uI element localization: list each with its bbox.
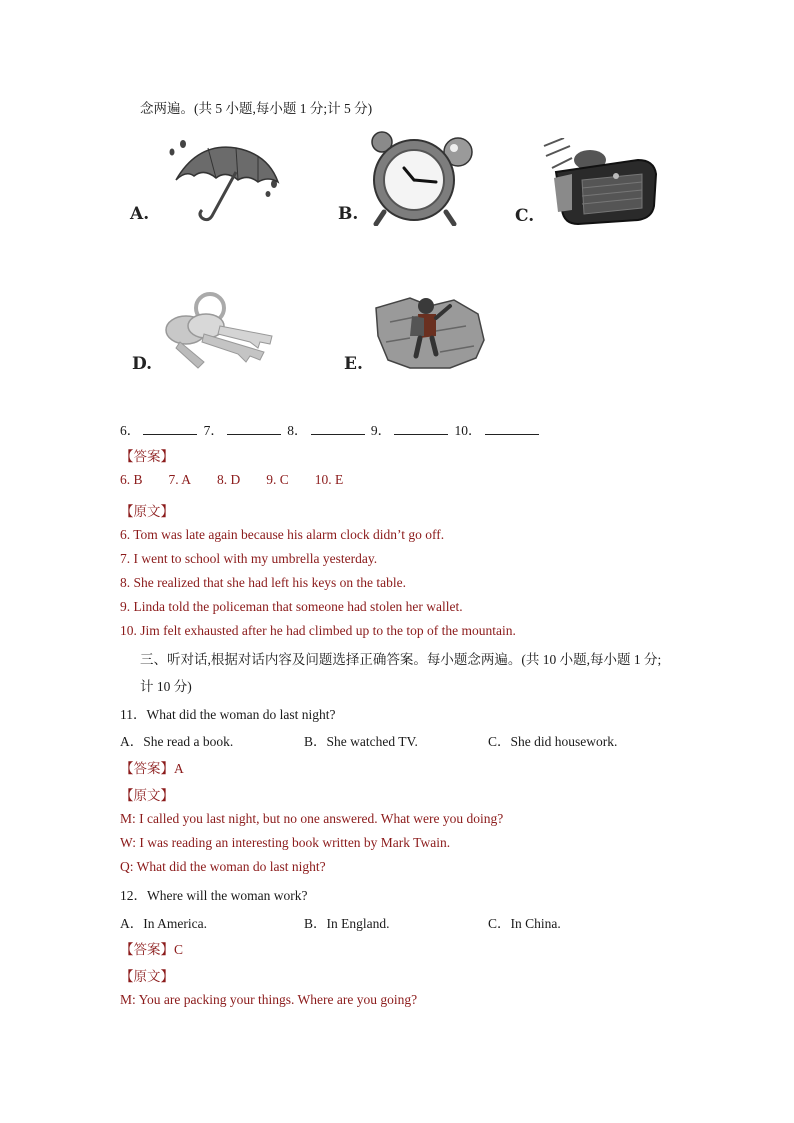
answer-tag: 【答案】 [120,449,174,464]
blank-8[interactable] [311,422,365,435]
script-line: W: I was reading an interesting book written by Mark Twain. [120,835,451,850]
question-12-options [120,912,561,932]
option-a[interactable]: A．She read a book. [120,734,234,749]
script-line: 9. Linda told the policeman that someone had stolen her wallet. [120,599,463,614]
answer-item: 6. B [120,472,143,487]
picture-c [512,138,672,234]
picture-letter: E. [344,354,363,374]
script-line: 8. She realized that she had left his keys on the table. [120,575,407,590]
picture-e [344,292,494,384]
answer-item: 10. E [314,472,344,487]
section-3-heading-cont: 计 10 分) [140,679,192,694]
script-line: Q: What did the woman do last night? [120,859,326,874]
picture-a [130,132,290,232]
script-line: M: I called you last night, but no one answered. What were you doing? [120,811,504,826]
alarm-clock-icon [362,130,482,226]
answer-item: 7. A [168,472,192,487]
answer-12: 【答案】C [120,942,184,957]
question-12: 12．Where will the woman work? [120,888,308,903]
option-a[interactable]: A．In America. [120,916,207,931]
script-tag: 【原文】 [120,969,174,984]
umbrella-icon [168,132,288,227]
blank-7[interactable] [227,422,281,435]
keys-icon [146,290,276,370]
picture-letter: C. [515,206,535,226]
script-line: M: You are packing your things. Where are you going? [120,992,418,1007]
climber-icon [370,292,486,372]
picture-letter: D. [132,354,153,374]
blank-label: 6． [120,423,141,438]
picture-letter: B. [338,204,359,224]
script-tag: 【原文】 [120,788,174,803]
script-tag: 【原文】 [120,504,174,519]
blank-label: 10． [454,423,482,438]
answer-11: 【答案】A [120,761,184,776]
option-c[interactable]: C．She did housework. [488,734,618,749]
answers-6-10 [120,472,369,488]
blank-label: 8． [287,423,308,438]
wallet-icon [542,138,662,230]
answer-blanks [120,419,542,439]
script-line: 7. I went to school with my umbrella yesterday. [120,551,378,566]
answer-item: 9. C [266,472,289,487]
blank-9[interactable] [394,422,448,435]
instruction-tail: 念两遍。(共 5 小题,每小题 1 分;计 5 分) [140,101,373,116]
option-b[interactable]: B．In England. [304,916,390,931]
option-b[interactable]: B．She watched TV. [304,734,418,749]
option-c[interactable]: C．In China. [488,916,561,931]
blank-10[interactable] [485,422,539,435]
blank-label: 7． [203,423,224,438]
question-11: 11．What did the woman do last night? [120,707,336,722]
blank-label: 9． [370,423,392,438]
picture-letter: A. [130,204,150,224]
question-11-options [120,730,617,750]
section-3-heading: 三、听对话,根据对话内容及问题选择正确答案。每小题念两遍。(共 10 小题,每小题 1 分; [140,652,662,667]
script-line: 10. Jim felt exhausted after he had climbed up to the top of the mountain. [120,623,516,638]
answer-item: 8. D [217,472,241,487]
picture-d [132,290,282,380]
script-line: 6. Tom was late again because his alarm clock didn’t go off. [120,527,445,542]
blank-6[interactable] [143,422,197,435]
picture-b [336,130,486,230]
